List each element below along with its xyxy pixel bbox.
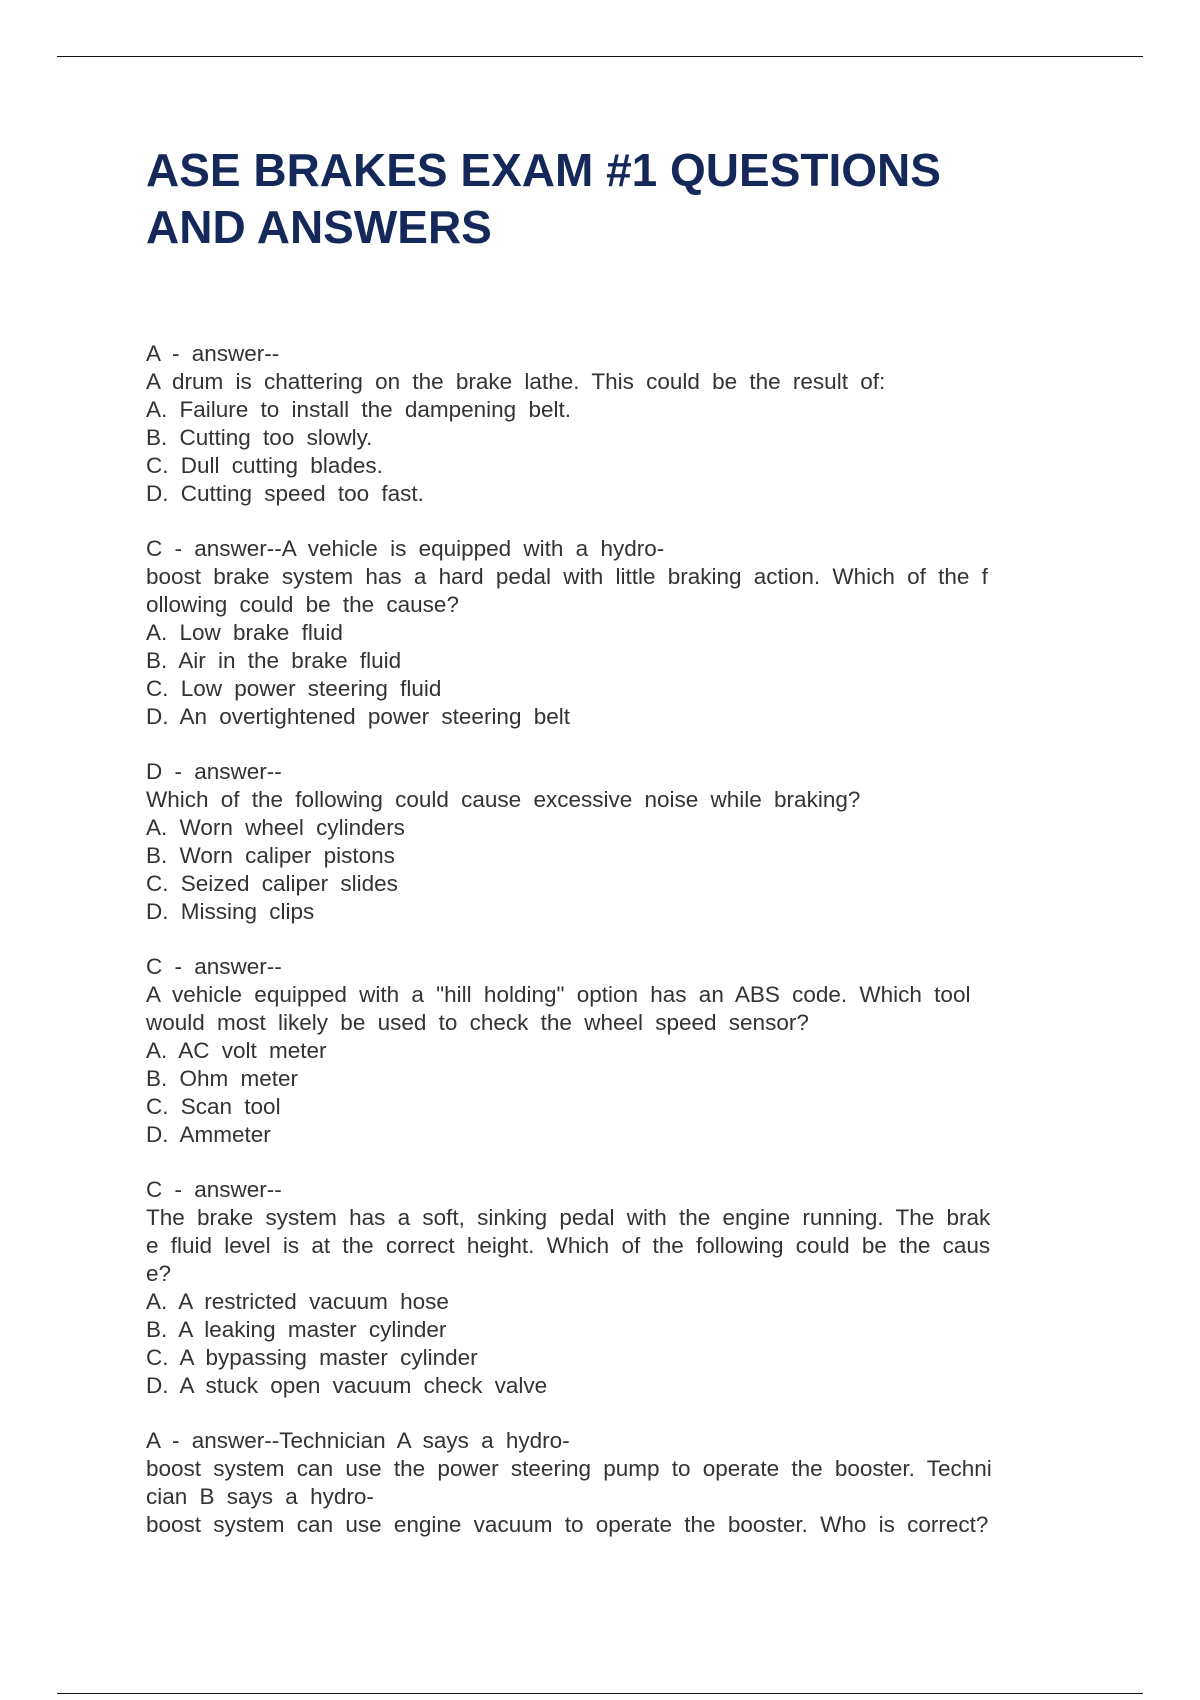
answer-key: A - answer--Technician A says a hydro- <box>146 1428 570 1453</box>
title-line: AND ANSWERS <box>146 201 492 253</box>
option-c: C. Scan tool <box>146 1094 281 1119</box>
option-c: C. A bypassing master cylinder <box>146 1345 478 1370</box>
option-a: A. Worn wheel cylinders <box>146 815 405 840</box>
question-block <box>146 758 1051 926</box>
answer-key: D - answer-- <box>146 759 282 784</box>
question-text: cian B says a hydro- <box>146 1484 374 1509</box>
question-text: ollowing could be the cause? <box>146 592 459 617</box>
option-b: B. Worn caliper pistons <box>146 843 395 868</box>
option-c: C. Low power steering fluid <box>146 676 442 701</box>
answer-key: C - answer-- <box>146 954 282 979</box>
question-text: Which of the following could cause excessive noise while braking? <box>146 787 861 812</box>
question-block <box>146 1427 1051 1539</box>
title-line: ASE BRAKES EXAM #1 QUESTIONS <box>146 144 941 196</box>
question-block <box>146 340 1051 508</box>
question-text: would most likely be used to check the wheel speed sensor? <box>146 1010 809 1035</box>
top-rule <box>57 56 1143 57</box>
bottom-rule <box>57 1693 1143 1694</box>
option-d: D. An overtightened power steering belt <box>146 704 570 729</box>
option-a: A. A restricted vacuum hose <box>146 1289 449 1314</box>
option-d: D. Missing clips <box>146 899 315 924</box>
question-text: A vehicle equipped with a "hill holding" option has an ABS code. Which tool <box>146 982 971 1007</box>
answer-key: A - answer-- <box>146 341 280 366</box>
option-c: C. Seized caliper slides <box>146 871 398 896</box>
question-text: e? <box>146 1261 172 1286</box>
question-block <box>146 1176 1051 1400</box>
question-text: boost system can use engine vacuum to operate the booster. Who is correct? <box>146 1512 989 1537</box>
option-d: D. Cutting speed too fast. <box>146 481 424 506</box>
document-title <box>146 142 1046 256</box>
question-text: e fluid level is at the correct height. Which of the following could be the caus <box>146 1233 991 1258</box>
question-list <box>146 340 1051 1566</box>
answer-key: C - answer--A vehicle is equipped with a hydro- <box>146 536 665 561</box>
option-b: B. Ohm meter <box>146 1066 299 1091</box>
option-b: B. Cutting too slowly. <box>146 425 373 450</box>
question-block <box>146 953 1051 1149</box>
option-b: B. Air in the brake fluid <box>146 648 402 673</box>
question-text: A drum is chattering on the brake lathe. This could be the result of: <box>146 369 886 394</box>
option-d: D. A stuck open vacuum check valve <box>146 1373 548 1398</box>
option-d: D. Ammeter <box>146 1122 271 1147</box>
question-text: The brake system has a soft, sinking pedal with the engine running. The brak <box>146 1205 991 1230</box>
answer-key: C - answer-- <box>146 1177 282 1202</box>
question-text: boost brake system has a hard pedal with little braking action. Which of the f <box>146 564 988 589</box>
option-c: C. Dull cutting blades. <box>146 453 383 478</box>
question-text: boost system can use the power steering pump to operate the booster. Techni <box>146 1456 992 1481</box>
option-a: A. Low brake fluid <box>146 620 343 645</box>
option-a: A. AC volt meter <box>146 1038 327 1063</box>
option-a: A. Failure to install the dampening belt. <box>146 397 571 422</box>
question-block <box>146 535 1051 731</box>
option-b: B. A leaking master cylinder <box>146 1317 447 1342</box>
